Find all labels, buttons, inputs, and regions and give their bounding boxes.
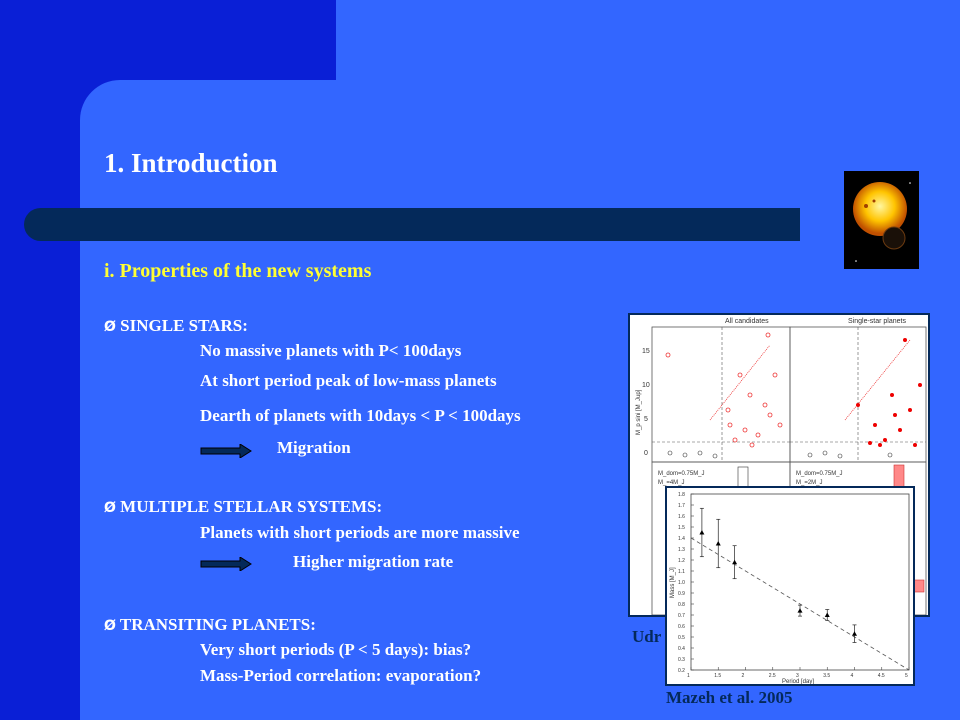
section-heading: TRANSITING PLANETS: [119,615,316,634]
annotation: M_=4M_J [658,480,685,486]
data-point [732,560,737,565]
text-line: No massive planets with P< 100days [200,341,462,360]
figure-mazeh-plot [665,486,915,686]
x-tick-label: 2 [741,673,745,679]
y-tick-label: 1.6 [678,514,685,520]
fit-line [691,538,909,670]
fig1-points [666,333,782,447]
y-tick-label: 0.2 [678,668,685,674]
y-tick-label: 1.7 [678,503,685,509]
y-tick-label: 0.8 [678,602,685,608]
y-tick-label: 0.9 [678,591,685,597]
arrow-icon [200,444,252,458]
annotation: M_dom=0.75M_J [796,471,843,477]
section-heading: SINGLE STARS: [120,316,248,335]
text-line: Mass-Period correlation: evaporation? [200,666,482,685]
bullet-icon: Ø [104,618,116,634]
figure-caption: Udr [632,627,662,646]
y-tick-label: 10 [642,382,650,389]
y-tick-label: 15 [642,348,650,355]
top-dark-band [0,0,336,80]
annotation: M_dom=0.75M_J [658,471,705,477]
y-tick-label: 1.4 [678,536,685,542]
y-tick-label: 5 [644,416,648,423]
text-line: Dearth of planets with 10days < P < 100days [200,406,521,425]
slide-subtitle: i. Properties of the new systems [104,260,372,282]
arrow-label: Migration [277,438,351,457]
text-line: Planets with short periods are more massive [200,523,520,542]
section-multiple-stellar [104,497,382,517]
annotation: M_=2M_J [796,480,823,486]
panel-title: All candidates [725,318,769,325]
x-axis-label: Period [day] [782,679,815,684]
text-line: Very short periods (P < 5 days): bias? [200,640,472,659]
y-tick-label: 0 [644,450,648,457]
x-tick-label: 4 [850,673,854,679]
mass-period-chart [667,488,913,684]
x-tick-label: 1.5 [714,673,722,679]
y-axis-label: Mass [M_J] [670,567,676,598]
x-tick-label: 3 [796,673,799,679]
y-tick-label: 0.4 [678,646,685,652]
data-point [825,613,830,618]
y-tick-label: 0.3 [678,657,685,663]
data-point [798,608,803,613]
section-transiting [104,615,316,635]
text-line: At short period peak of low-mass planets [200,371,497,390]
y-tick-label: 1.8 [678,492,685,498]
y-tick-label: 1.0 [678,580,685,586]
x-tick-label: 2.5 [768,673,776,679]
arrow-icon [200,557,252,571]
panel-title: Single-star planets [848,318,906,325]
section-heading: MULTIPLE STELLAR SYSTEMS: [120,497,383,516]
data-point [699,530,704,535]
sun-planet-image [844,171,919,269]
y-tick-label: 0.6 [678,624,685,630]
y-tick-label: 1.1 [678,569,685,575]
x-tick-label: 1 [687,673,690,679]
y-tick-label: 1.5 [678,525,685,531]
arrow-label: Higher migration rate [293,552,454,571]
fig1-points-black [668,451,892,458]
y-axis-label: M_p sini [M_Jup] [636,389,642,435]
figure-caption: Mazeh et al. 2005 [666,688,793,707]
bullet-icon: Ø [104,319,116,335]
y-tick-label: 1.2 [678,558,685,564]
fig1-points-filled [856,338,922,447]
x-tick-label: 3.5 [823,673,831,679]
data-point [852,631,857,636]
y-tick-label: 1.3 [678,547,685,553]
x-tick-label: 5 [905,673,908,679]
x-tick-label: 4.5 [877,673,885,679]
slide-title: 1. Introduction [104,148,278,178]
bullet-icon: Ø [104,500,116,516]
title-underline-bar [24,208,800,241]
section-single-stars [104,316,248,336]
data-point [716,541,721,546]
y-tick-label: 0.5 [678,635,685,641]
y-tick-label: 0.7 [678,613,685,619]
